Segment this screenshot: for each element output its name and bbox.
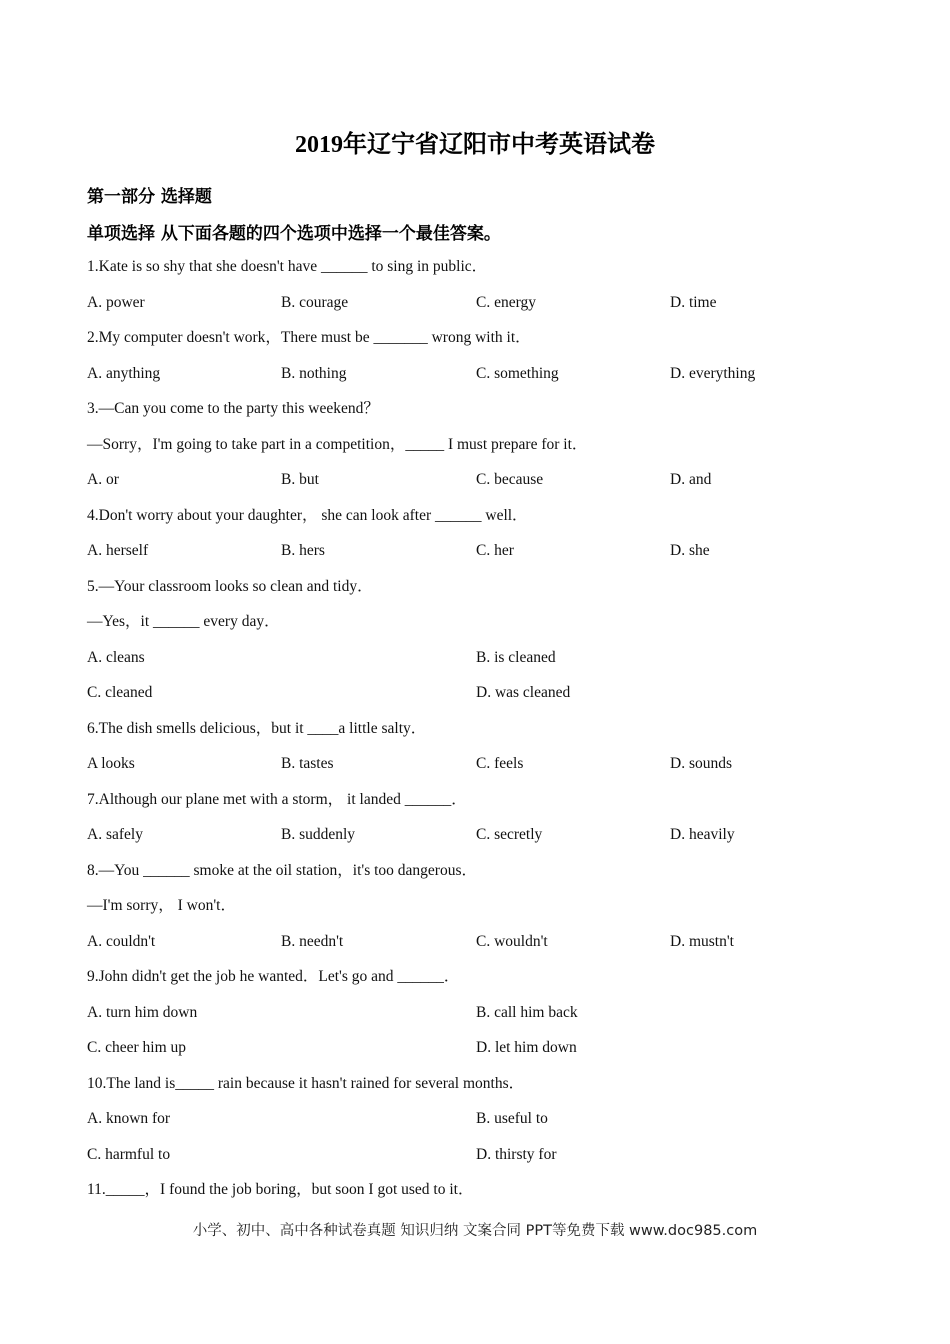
subsection-heading: 单项选择 从下面各题的四个选项中选择一个最佳答案。	[87, 224, 501, 244]
option-d: D. sounds	[670, 755, 733, 772]
option-b: B. but	[281, 471, 319, 488]
question-2	[87, 323, 887, 394]
option-d: D. and	[670, 471, 712, 488]
question-5	[87, 572, 887, 714]
option-d: D. mustn't	[670, 932, 734, 950]
options-row	[87, 359, 887, 395]
question-stem: 3.—Can you come to the party this weekend？	[87, 400, 379, 417]
option-d: D. heavily	[670, 826, 735, 843]
question-7	[87, 785, 887, 856]
option-d: D. thirsty for	[476, 1145, 557, 1163]
page-title: 2019年辽宁省辽阳市中考英语试卷	[295, 132, 655, 158]
options-row	[87, 465, 887, 501]
option-b: B. useful to	[476, 1110, 548, 1127]
option-b: B. is cleaned	[476, 648, 556, 666]
question-list	[87, 252, 887, 1211]
option-a: A. known for	[87, 1110, 171, 1127]
question-10	[87, 1069, 887, 1176]
option-a: A. power	[87, 293, 145, 311]
option-a: A. herself	[87, 542, 149, 559]
option-d: D. time	[670, 293, 717, 311]
option-c: C. wouldn't	[476, 932, 548, 950]
options-row	[87, 998, 887, 1034]
option-a: A. safely	[87, 826, 143, 843]
option-a: A. or	[87, 471, 119, 488]
question-stem: 6.The dish smells delicious，but it ____a little salty．	[87, 719, 427, 737]
option-c: C. energy	[476, 293, 536, 311]
option-a: A. couldn't	[87, 932, 156, 950]
options-row	[87, 927, 887, 963]
option-b: B. hers	[281, 542, 325, 559]
option-d: D. let him down	[476, 1039, 577, 1056]
options-row	[87, 643, 887, 679]
option-b: B. nothing	[281, 364, 347, 382]
option-d: D. was cleaned	[476, 684, 571, 701]
options-row	[87, 820, 887, 856]
option-b: B. call him back	[476, 1003, 578, 1021]
question-4	[87, 501, 887, 572]
options-row	[87, 1104, 887, 1140]
option-b: B. needn't	[281, 932, 344, 950]
option-b: B. courage	[281, 293, 349, 311]
question-stem: 8.—You ______ smoke at the oil station，it's too dangerous．	[87, 861, 477, 879]
question-3	[87, 394, 887, 501]
question-1	[87, 252, 887, 323]
question-11	[87, 1175, 887, 1211]
option-a: A looks	[87, 755, 135, 772]
footer-text: 小学、初中、高中各种试卷真题 知识归纳 文案合同 PPT等免费下载 www.doc985.com	[192, 1223, 758, 1239]
option-d: D. she	[670, 542, 710, 559]
option-d: D. everything	[670, 364, 756, 382]
question-stem: 5.—Your classroom looks so clean and tidy．	[87, 577, 373, 595]
option-c: C. cleaned	[87, 684, 153, 701]
option-a: A. cleans	[87, 648, 145, 666]
question-stem: —I'm sorry， I won't．	[87, 897, 236, 914]
option-c: C. feels	[476, 755, 524, 772]
option-a: A. anything	[87, 364, 161, 382]
question-stem: 7.Although our plane met with a storm， it landed ______．	[87, 790, 467, 808]
options-row	[87, 536, 887, 572]
question-stem: 9.John didn't get the job he wanted．Let's go and ______．	[87, 968, 460, 985]
options-row	[87, 678, 887, 714]
option-c: C. something	[476, 364, 559, 382]
question-6	[87, 714, 887, 785]
option-c: C. secretly	[476, 826, 543, 843]
question-8	[87, 856, 887, 963]
question-stem: —Sorry，I'm going to take part in a competition，_____ I must prepare for it．	[87, 435, 588, 453]
option-a: A. turn him down	[87, 1003, 198, 1021]
option-c: C. her	[476, 542, 514, 559]
section-heading: 第一部分 选择题	[87, 187, 212, 207]
option-c: C. harmful to	[87, 1145, 171, 1163]
question-stem: 1.Kate is so shy that she doesn't have ______ to sing in public．	[87, 258, 488, 275]
option-c: C. cheer him up	[87, 1039, 187, 1056]
option-b: B. tastes	[281, 755, 334, 772]
question-stem: 4.Don't worry about your daughter， she can look after ______ well．	[87, 506, 528, 524]
options-row	[87, 749, 887, 785]
options-row	[87, 1140, 887, 1176]
question-stem: 11._____，I found the job boring，but soon I got used to it．	[87, 1181, 474, 1198]
question-stem: —Yes，it ______ every day．	[87, 613, 280, 630]
question-stem: 10.The land is_____ rain because it hasn't rained for several months．	[87, 1074, 525, 1092]
options-row	[87, 1033, 887, 1069]
option-b: B. suddenly	[281, 826, 356, 843]
question-stem: 2.My computer doesn't work，There must be _______ wrong with it．	[87, 329, 531, 346]
options-row	[87, 288, 887, 324]
question-9	[87, 962, 887, 1069]
option-c: C. because	[476, 471, 544, 488]
